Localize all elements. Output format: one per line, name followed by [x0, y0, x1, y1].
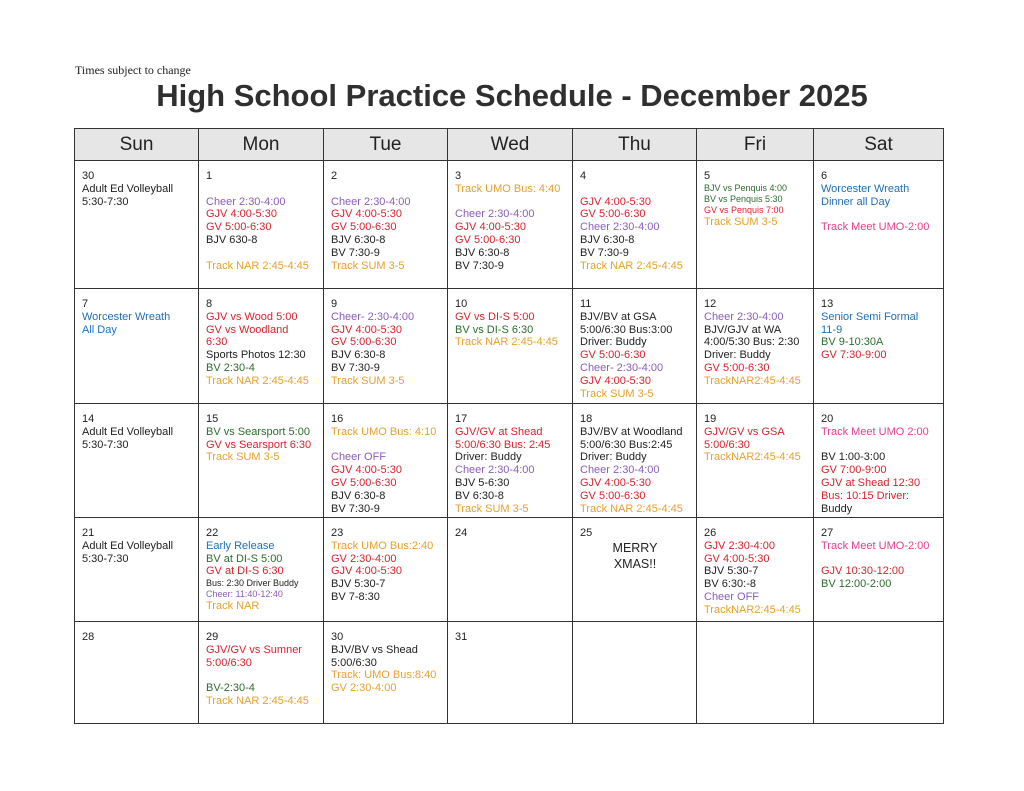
event-entry: GJV 4:00-5:30 — [580, 476, 651, 489]
event-entry: Track: UMO Bus:8:40 — [331, 669, 437, 682]
event-entry: GV 7:30-9:00 — [821, 349, 887, 362]
weekday-header: Fri — [697, 129, 814, 161]
event-entry: BV 1:00-3:00 — [821, 451, 886, 464]
event-entry: Cheer 2:30-4:00 — [580, 464, 660, 477]
event-entry: Track UMO Bus: 4:40 — [455, 182, 561, 195]
event-entry: GV 2:30-4:00 — [331, 682, 397, 695]
event-entry: Cheer: 11:40-12:40 — [206, 589, 283, 600]
event-entry: GJV 4:00-5:30 — [206, 208, 277, 221]
day-number: 8 — [206, 298, 213, 310]
event-entry: BV 7:30-9 — [331, 502, 380, 515]
event-entry: Driver: Buddy — [580, 451, 647, 464]
day-number: 18 — [580, 413, 593, 425]
event-entry: 5:00/6:30 Bus:3:00 — [580, 323, 673, 336]
event-entry: GV 4:00-5:30 — [704, 552, 770, 565]
event-entry: TrackNAR2:45-4:45 — [704, 374, 801, 387]
day-number: 6 — [821, 170, 828, 182]
event-entry: Worcester Wreath — [82, 310, 171, 323]
event-entry: Cheer 2:30-4:00 — [331, 195, 411, 208]
day-number: 2 — [331, 170, 338, 182]
weekday-header: Tue — [324, 129, 448, 161]
event-entry: Driver: Buddy — [580, 336, 647, 349]
event-entry: GV vs Searsport 6:30 — [206, 438, 312, 451]
day-cell — [448, 622, 573, 724]
event-entry: Senior Semi Formal — [821, 310, 919, 323]
day-number: 12 — [704, 298, 717, 310]
event-entry: GV 7:00-9:00 — [821, 464, 887, 477]
event-entry: GJV 4:00-5:30 — [331, 464, 402, 477]
day-cell — [199, 518, 324, 622]
event-entry: GJV at Shead 12:30 — [821, 476, 921, 489]
day-number: 19 — [704, 413, 717, 425]
day-cell — [199, 289, 324, 404]
day-cell — [814, 518, 944, 622]
event-entry: 5:30-7:30 — [82, 438, 129, 451]
weekday-header: Wed — [448, 129, 573, 161]
event-entry: 4:00/5:30 Bus: 2:30 — [704, 336, 800, 349]
event-entry: Track SUM 3-5 — [704, 215, 778, 228]
event-entry: BJV 5:30-7 — [704, 565, 759, 578]
event-entry: Driver: Buddy — [704, 349, 771, 362]
event-entry: 6:30 — [206, 336, 228, 349]
day-number: 5 — [704, 170, 711, 182]
event-entry: GJV 4:00-5:30 — [580, 374, 651, 387]
event-entry: BJV 6:30-8 — [331, 349, 386, 362]
event-entry: BJV vs Penquis 4:00 — [704, 182, 788, 193]
event-entry: GV vs Penquis 7:00 — [704, 204, 784, 215]
event-entry: Worcester Wreath — [821, 182, 910, 195]
day-number: 4 — [580, 170, 587, 182]
event-entry: GV vs DI-S 5:00 — [455, 310, 535, 323]
day-cell — [573, 518, 697, 622]
event-entry: Track NAR 2:45-4:45 — [206, 374, 309, 387]
event-entry: Adult Ed Volleyball — [82, 182, 174, 195]
event-entry: 5:30-7:30 — [82, 552, 129, 565]
page-title: High School Practice Schedule - December 2025 — [156, 78, 868, 113]
day-number: 17 — [455, 413, 468, 425]
day-cell — [199, 161, 324, 289]
event-entry: GJV 2:30-4:00 — [704, 539, 775, 552]
event-entry: BJV 6:30-8 — [331, 489, 386, 502]
event-entry: 11-9 — [821, 323, 843, 336]
day-cell — [448, 404, 573, 518]
event-entry: BV 6:30:-8 — [704, 578, 756, 591]
day-number: 15 — [206, 413, 219, 425]
event-entry: Cheer 2:30-4:00 — [704, 310, 784, 323]
week-row — [75, 161, 944, 289]
event-entry: GV 5:00-6:30 — [331, 476, 397, 489]
event-entry: Adult Ed Volleyball — [82, 539, 174, 552]
weekday-header: Thu — [573, 129, 697, 161]
event-entry: BV 7:30-9 — [331, 246, 380, 259]
calendar-grid — [74, 128, 944, 724]
event-entry: GV 5:00-6:30 — [206, 221, 272, 234]
day-number: 9 — [331, 298, 338, 310]
event-entry: BJV/BV at Woodland — [580, 425, 683, 438]
day-number: 11 — [580, 298, 592, 310]
event-entry: Early Release — [206, 539, 275, 552]
event-entry: GJV/GV vs GSA — [704, 425, 785, 438]
event-entry: BV at DI-S 5:00 — [206, 552, 283, 565]
day-cell — [448, 518, 573, 622]
event-entry: 5:00/6:30 Bus: 2:45 — [455, 438, 551, 451]
event-entry: Sports Photos 12:30 — [206, 349, 306, 362]
day-cell — [448, 161, 573, 289]
event-entry: All Day — [82, 323, 117, 336]
weekday-header: Mon — [199, 129, 324, 161]
event-entry: Track NAR 2:45-4:45 — [206, 694, 309, 707]
event-entry: Cheer 2:30-4:00 — [580, 221, 660, 234]
weekday-header: Sun — [75, 129, 199, 161]
event-entry: BV-2:30-4 — [206, 682, 255, 695]
event-entry: Track SUM 3-5 — [206, 451, 280, 464]
event-entry: Cheer 2:30-4:00 — [455, 208, 535, 221]
day-number: 16 — [331, 413, 344, 425]
event-entry: BJV 5-6:30 — [455, 476, 510, 489]
event-entry: BJV 6:30-8 — [580, 233, 635, 246]
event-entry: Track SUM 3-5 — [331, 374, 405, 387]
day-cell — [814, 622, 944, 724]
event-entry: Cheer- 2:30-4:00 — [331, 310, 415, 323]
event-entry: Track Meet UMO 2:00 — [821, 425, 929, 438]
day-number: 30 — [82, 170, 95, 182]
event-entry: GV 2:30-4:00 — [331, 552, 397, 565]
day-cell — [199, 404, 324, 518]
event-entry: BJV 630-8 — [206, 233, 258, 246]
event-entry: GV vs Woodland — [206, 323, 289, 336]
event-entry: BV vs DI-S 6:30 — [455, 323, 534, 336]
day-cell — [573, 161, 697, 289]
day-number: 27 — [821, 527, 834, 539]
event-entry: BJV/GJV at WA — [704, 323, 782, 336]
event-entry: GV 5:00-6:30 — [580, 208, 646, 221]
event-entry: GJV 4:00-5:30 — [455, 221, 526, 234]
event-entry: GJV/GV at Shead — [455, 425, 543, 438]
event-entry: BJV/BV at GSA — [580, 310, 657, 323]
day-number: 7 — [82, 298, 89, 310]
event-entry: GJV 4:00-5:30 — [331, 208, 402, 221]
day-cell — [324, 289, 448, 404]
day-cell — [814, 161, 944, 289]
day-cell — [814, 289, 944, 404]
day-cell — [573, 289, 697, 404]
event-entry: BV vs Penquis 5:30 — [704, 193, 783, 204]
event-entry: BV 6:30-8 — [455, 489, 504, 502]
day-number: 3 — [455, 170, 462, 182]
week-row — [75, 518, 944, 622]
day-number: 24 — [455, 527, 468, 539]
event-entry: BV 7:30-9 — [331, 361, 380, 374]
disclaimer-note: Times subject to change — [75, 63, 191, 77]
event-entry: BV 12:00-2:00 — [821, 578, 892, 591]
day-number: 29 — [206, 631, 219, 643]
day-number: 14 — [82, 413, 95, 425]
day-cell — [697, 289, 814, 404]
event-entry: GJV/GV vs Sumner — [206, 643, 302, 656]
event-entry: Track Meet UMO-2:00 — [821, 539, 930, 552]
day-cell — [697, 161, 814, 289]
event-entry: 5:30-7:30 — [82, 195, 129, 208]
day-number: 20 — [821, 413, 834, 425]
event-entry: BJV 6:30-8 — [455, 246, 510, 259]
week-row — [75, 404, 944, 518]
day-number: 10 — [455, 298, 468, 310]
day-cell — [573, 404, 697, 518]
day-cell — [75, 161, 199, 289]
event-entry: Driver: Buddy — [455, 451, 522, 464]
day-cell — [697, 404, 814, 518]
event-entry: GV at DI-S 6:30 — [206, 565, 284, 578]
week-row — [75, 622, 944, 724]
day-number: 21 — [82, 527, 95, 539]
day-cell — [75, 622, 199, 724]
event-entry: GV 5:00-6:30 — [455, 233, 521, 246]
event-entry: BV 7-8:30 — [331, 590, 380, 603]
day-number: 25 — [580, 527, 593, 539]
event-entry: Dinner all Day — [821, 195, 891, 208]
day-cell — [199, 622, 324, 724]
event-entry: Track NAR 2:45-4:45 — [580, 259, 683, 272]
day-cell — [697, 518, 814, 622]
day-cell — [75, 404, 199, 518]
event-entry: BV 7:30-9 — [455, 259, 504, 272]
day-number: 23 — [331, 527, 344, 539]
weekday-header-row — [75, 129, 944, 161]
day-cell — [814, 404, 944, 518]
event-entry: Track NAR 2:45-4:45 — [580, 502, 683, 515]
event-entry: Track NAR 2:45-4:45 — [206, 259, 309, 272]
event-entry: 5:00/6:30 — [206, 656, 252, 669]
event-entry: Cheer OFF — [704, 590, 760, 603]
event-entry: Track UMO Bus: 4:10 — [331, 425, 437, 438]
event-entry: GV 5:00-6:30 — [580, 489, 646, 502]
event-entry: 5:00/6:30 Bus:2:45 — [580, 438, 673, 451]
event-entry: GV 5:00-6:30 — [331, 336, 397, 349]
event-entry: GJV 4:00-5:30 — [331, 323, 402, 336]
event-entry: Cheer 2:30-4:00 — [455, 464, 535, 477]
event-entry: GJV 4:00-5:30 — [580, 195, 651, 208]
event-entry: Bus: 2:30 Driver Buddy — [206, 578, 299, 589]
event-entry: GV 5:00-6:30 — [704, 361, 770, 374]
day-number: 13 — [821, 298, 834, 310]
day-cell — [573, 622, 697, 724]
day-cell — [697, 622, 814, 724]
day-cell — [75, 518, 199, 622]
event-entry: Track SUM 3-5 — [580, 387, 654, 400]
event-entry: BV vs Searsport 5:00 — [206, 425, 310, 438]
day-cell — [324, 404, 448, 518]
day-number: 26 — [704, 527, 717, 539]
event-entry: BJV 6:30-8 — [331, 233, 386, 246]
day-cell — [448, 289, 573, 404]
event-entry: Cheer- 2:30-4:00 — [580, 361, 664, 374]
event-entry: BV 2:30-4 — [206, 361, 255, 374]
day-cell — [324, 622, 448, 724]
day-cell — [324, 161, 448, 289]
event-entry: GV 5:00-6:30 — [580, 349, 646, 362]
event-entry: BV 9-10:30A — [821, 336, 884, 349]
event-entry: Bus: 10:15 Driver: — [821, 489, 910, 502]
event-entry: Cheer OFF — [331, 451, 387, 464]
event-entry: GJV 10:30-12:00 — [821, 565, 905, 578]
day-number: 1 — [206, 170, 213, 182]
event-entry: 5:00/6:30 — [331, 656, 377, 669]
event-entry: Cheer 2:30-4:00 — [206, 195, 286, 208]
event-entry: BV 7:30-9 — [580, 246, 629, 259]
event-entry: TrackNAR2:45-4:45 — [704, 603, 801, 616]
event-entry: GV 5:00-6:30 — [331, 221, 397, 234]
event-entry: XMAS!! — [613, 556, 657, 571]
event-entry: TrackNAR2:45-4:45 — [704, 451, 801, 464]
event-entry: MERRY — [612, 540, 658, 555]
event-entry: Adult Ed Volleyball — [82, 425, 174, 438]
event-entry: Track SUM 3-5 — [331, 259, 405, 272]
event-entry: 5:00/6:30 — [704, 438, 750, 451]
event-entry: BJV 5:30-7 — [331, 578, 386, 591]
event-entry: GJV vs Wood 5:00 — [206, 310, 298, 323]
event-entry: GJV 4:00-5:30 — [331, 565, 402, 578]
event-entry: Track Meet UMO-2:00 — [821, 221, 930, 234]
week-row — [75, 289, 944, 404]
event-entry: BJV/BV vs Shead — [331, 643, 418, 656]
event-entry: Track UMO Bus:2:40 — [331, 539, 434, 552]
day-number: 31 — [455, 631, 468, 643]
event-entry: Track NAR 2:45-4:45 — [455, 336, 558, 349]
event-entry: Track SUM 3-5 — [455, 502, 529, 515]
event-entry: Buddy — [821, 502, 853, 515]
day-cell — [324, 518, 448, 622]
day-cell — [75, 289, 199, 404]
day-number: 22 — [206, 527, 219, 539]
day-number: 30 — [331, 631, 344, 643]
event-entry: Track NAR — [206, 600, 260, 613]
weekday-header: Sat — [814, 129, 944, 161]
calendar-body — [75, 161, 944, 724]
day-number: 28 — [82, 631, 95, 643]
